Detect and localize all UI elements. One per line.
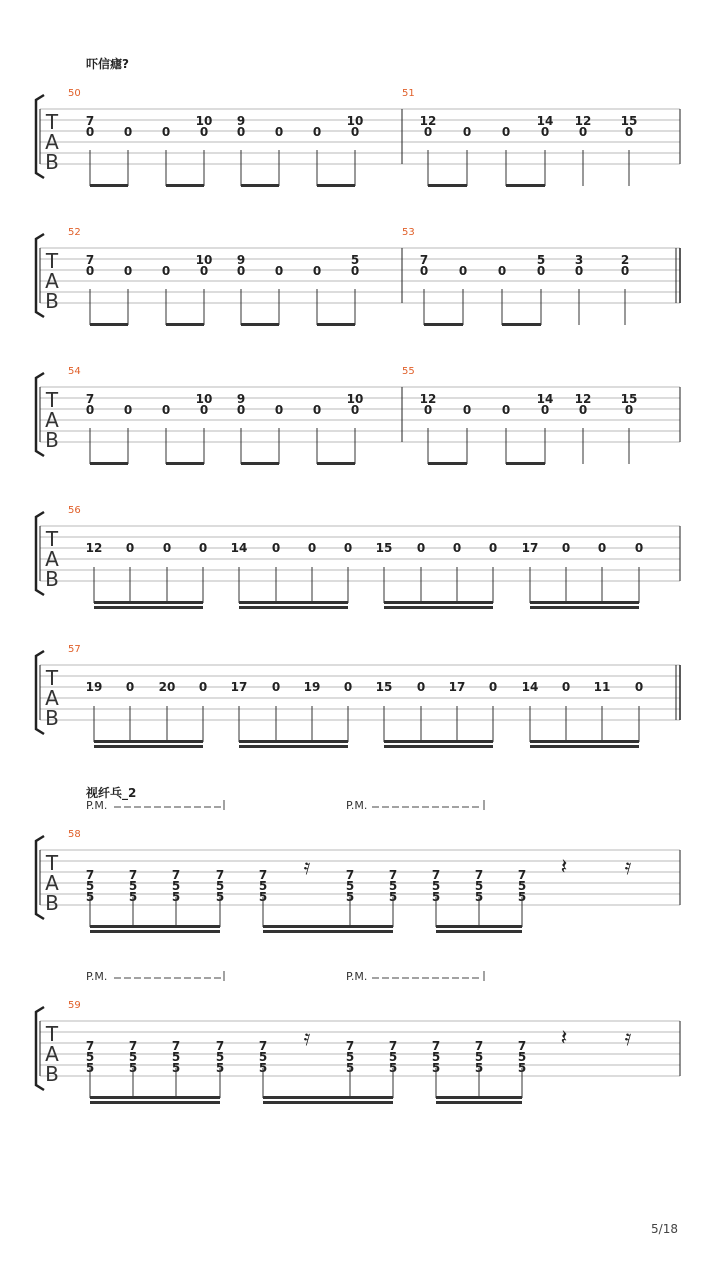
fret-number: 0 — [312, 264, 322, 278]
note-beam — [239, 601, 348, 604]
measure-number: 51 — [402, 88, 415, 99]
fret-number: 0 — [85, 403, 95, 417]
fret-number: 0 — [423, 125, 433, 139]
fret-number: 7 — [128, 1039, 138, 1053]
note-beam — [241, 323, 279, 326]
fret-number: 5 — [258, 1061, 268, 1075]
fret-number: 7 — [215, 868, 225, 882]
note-beam — [241, 184, 279, 187]
fret-number: 0 — [199, 264, 209, 278]
tab-clef-letter: A — [45, 269, 59, 293]
note-beam — [263, 1096, 393, 1099]
fret-number: 0 — [123, 264, 133, 278]
fret-number: 0 — [540, 125, 550, 139]
fret-number: 0 — [620, 264, 630, 278]
note-beam — [530, 606, 639, 609]
fret-number: 7 — [171, 1039, 181, 1053]
fret-number: 0 — [199, 403, 209, 417]
fret-number: 0 — [536, 264, 546, 278]
note-beam — [436, 925, 522, 928]
measure-number: 54 — [68, 366, 81, 377]
fret-number: 0 — [497, 264, 507, 278]
fret-number: 0 — [312, 403, 322, 417]
fret-number: 11 — [593, 680, 611, 694]
fret-number: 7 — [258, 868, 268, 882]
fret-number: 0 — [271, 680, 281, 694]
fret-number: 5 — [85, 1050, 95, 1064]
fret-number: 0 — [123, 403, 133, 417]
palm-mute-label: P.M. — [86, 799, 108, 812]
fret-number: 5 — [474, 1061, 484, 1075]
fret-number: 0 — [423, 403, 433, 417]
fret-number: 5 — [85, 1061, 95, 1075]
fret-number: 5 — [215, 879, 225, 893]
fret-number: 5 — [258, 890, 268, 904]
fret-number: 5 — [85, 879, 95, 893]
note-beam — [384, 606, 493, 609]
fret-number: 0 — [634, 541, 644, 555]
measure-number: 56 — [68, 505, 81, 516]
fret-number: 0 — [458, 264, 468, 278]
page-number: 5/18 — [651, 1222, 678, 1236]
note-beam — [239, 745, 348, 748]
note-beam — [530, 740, 639, 743]
fret-number: 10 — [346, 392, 364, 406]
fret-number: 5 — [517, 879, 527, 893]
fret-number: 5 — [388, 879, 398, 893]
fret-number: 5 — [171, 1061, 181, 1075]
note-beam — [90, 184, 128, 187]
tab-clef-letter: B — [45, 706, 59, 730]
palm-mute-label: P.M. — [86, 970, 108, 983]
tab-clef-letter: T — [45, 851, 59, 875]
fret-number: 5 — [474, 1050, 484, 1064]
fret-number: 7 — [474, 868, 484, 882]
fret-number: 7 — [345, 868, 355, 882]
fret-number: 0 — [597, 541, 607, 555]
fret-number: 7 — [431, 1039, 441, 1053]
note-beam — [263, 930, 393, 933]
fret-number: 10 — [195, 392, 213, 406]
fret-number: 3 — [574, 253, 584, 267]
fret-number: 5 — [85, 890, 95, 904]
fret-number: 7 — [419, 253, 429, 267]
note-beam — [506, 184, 545, 187]
note-beam — [384, 745, 493, 748]
fret-number: 5 — [431, 1061, 441, 1075]
fret-number: 7 — [85, 1039, 95, 1053]
fret-number: 12 — [574, 392, 592, 406]
note-beam — [90, 925, 220, 928]
section-label-2: 视纤乓_2 — [86, 786, 137, 800]
tab-clef-letter: B — [45, 428, 59, 452]
fret-number: 0 — [634, 680, 644, 694]
note-beam — [428, 462, 467, 465]
fret-number: 5 — [345, 1061, 355, 1075]
fret-number: 10 — [346, 114, 364, 128]
fret-number: 5 — [474, 890, 484, 904]
fret-number: 0 — [416, 680, 426, 694]
fret-number: 5 — [388, 1050, 398, 1064]
note-beam — [239, 740, 348, 743]
tab-clef-letter: T — [45, 249, 59, 273]
fret-number: 0 — [343, 680, 353, 694]
fret-number: 7 — [85, 253, 95, 267]
fret-number: 0 — [462, 403, 472, 417]
fret-number: 7 — [388, 868, 398, 882]
fret-number: 0 — [161, 264, 171, 278]
fret-number: 7 — [431, 868, 441, 882]
fret-number: 5 — [258, 1050, 268, 1064]
fret-number: 5 — [517, 890, 527, 904]
fret-number: 0 — [274, 403, 284, 417]
note-beam — [384, 601, 493, 604]
fret-number: 0 — [578, 125, 588, 139]
note-beam — [94, 601, 203, 604]
fret-number: 5 — [431, 1050, 441, 1064]
fret-number: 20 — [158, 680, 176, 694]
tab-clef-letter: B — [45, 1062, 59, 1086]
fret-number: 0 — [125, 680, 135, 694]
measure-number: 58 — [68, 829, 81, 840]
tab-clef-letter: A — [45, 547, 59, 571]
fret-number: 7 — [215, 1039, 225, 1053]
fret-number: 0 — [123, 125, 133, 139]
fret-number: 15 — [375, 680, 393, 694]
note-beam — [94, 745, 203, 748]
fret-number: 5 — [350, 253, 360, 267]
fret-number: 7 — [474, 1039, 484, 1053]
rest-symbol: 𝄽 — [560, 855, 568, 880]
fret-number: 0 — [198, 680, 208, 694]
fret-number: 19 — [85, 680, 103, 694]
fret-number: 0 — [312, 125, 322, 139]
tab-clef-letter: A — [45, 130, 59, 154]
fret-number: 7 — [517, 868, 527, 882]
fret-number: 0 — [271, 541, 281, 555]
fret-number: 5 — [388, 890, 398, 904]
fret-number: 5 — [517, 1061, 527, 1075]
rest-symbol: 𝄿 — [303, 1026, 311, 1051]
fret-number: 7 — [128, 868, 138, 882]
fret-number: 0 — [488, 541, 498, 555]
fret-number: 15 — [375, 541, 393, 555]
measure-number: 52 — [68, 227, 81, 238]
fret-number: 0 — [501, 125, 511, 139]
fret-number: 0 — [419, 264, 429, 278]
tab-clef-letter: A — [45, 686, 59, 710]
fret-number: 5 — [388, 1061, 398, 1075]
note-beam — [94, 606, 203, 609]
tab-clef-letter: T — [45, 527, 59, 551]
fret-number: 0 — [574, 264, 584, 278]
fret-number: 0 — [624, 125, 634, 139]
fret-number: 14 — [230, 541, 248, 555]
note-beam — [166, 462, 204, 465]
measure-number: 55 — [402, 366, 415, 377]
note-beam — [506, 462, 545, 465]
fret-number: 5 — [128, 879, 138, 893]
fret-number: 12 — [574, 114, 592, 128]
fret-number: 0 — [540, 403, 550, 417]
fret-number: 5 — [431, 879, 441, 893]
tab-clef-letter: B — [45, 150, 59, 174]
measure-number: 57 — [68, 644, 81, 655]
fret-number: 10 — [195, 253, 213, 267]
note-beam — [502, 323, 541, 326]
note-beam — [317, 323, 355, 326]
fret-number: 12 — [85, 541, 103, 555]
fret-number: 0 — [416, 541, 426, 555]
note-beam — [90, 930, 220, 933]
note-beam — [90, 1096, 220, 1099]
fret-number: 5 — [431, 890, 441, 904]
rest-symbol: 𝄿 — [624, 1026, 632, 1051]
fret-number: 15 — [620, 114, 638, 128]
note-beam — [317, 184, 355, 187]
fret-number: 9 — [236, 392, 246, 406]
fret-number: 0 — [125, 541, 135, 555]
fret-number: 9 — [236, 253, 246, 267]
fret-number: 14 — [536, 392, 554, 406]
tab-clef-letter: A — [45, 871, 59, 895]
fret-number: 5 — [215, 890, 225, 904]
note-beam — [436, 930, 522, 933]
fret-number: 0 — [85, 125, 95, 139]
fret-number: 10 — [195, 114, 213, 128]
note-beam — [530, 601, 639, 604]
fret-number: 5 — [128, 1050, 138, 1064]
tab-clef-letter: A — [45, 1042, 59, 1066]
note-beam — [90, 323, 128, 326]
tab-clef-letter: B — [45, 891, 59, 915]
note-beam — [424, 323, 463, 326]
fret-number: 7 — [85, 868, 95, 882]
note-beam — [166, 184, 204, 187]
fret-number: 0 — [578, 403, 588, 417]
fret-number: 5 — [171, 890, 181, 904]
rest-symbol: 𝄿 — [624, 855, 632, 880]
fret-number: 7 — [85, 114, 95, 128]
fret-number: 0 — [85, 264, 95, 278]
section-label-1: 吓信瘧? — [86, 57, 129, 71]
note-beam — [428, 184, 467, 187]
fret-number: 14 — [521, 680, 539, 694]
fret-number: 0 — [350, 264, 360, 278]
measure-number: 59 — [68, 1000, 81, 1011]
fret-number: 0 — [161, 125, 171, 139]
fret-number: 0 — [501, 403, 511, 417]
fret-number: 0 — [236, 125, 246, 139]
fret-number: 5 — [128, 1061, 138, 1075]
tab-clef-letter: T — [45, 388, 59, 412]
fret-number: 5 — [171, 1050, 181, 1064]
fret-number: 0 — [462, 125, 472, 139]
palm-mute-label: P.M. — [346, 970, 368, 983]
fret-number: 0 — [236, 403, 246, 417]
tab-clef-letter: B — [45, 567, 59, 591]
rest-symbol: 𝄽 — [560, 1026, 568, 1051]
fret-number: 14 — [536, 114, 554, 128]
fret-number: 0 — [452, 541, 462, 555]
fret-number: 12 — [419, 114, 437, 128]
fret-number: 5 — [345, 879, 355, 893]
note-beam — [384, 740, 493, 743]
note-beam — [90, 1101, 220, 1104]
fret-number: 0 — [307, 541, 317, 555]
tab-clef-letter: T — [45, 1022, 59, 1046]
fret-number: 12 — [419, 392, 437, 406]
fret-number: 7 — [345, 1039, 355, 1053]
fret-number: 5 — [517, 1050, 527, 1064]
fret-number: 0 — [561, 680, 571, 694]
tab-clef-letter: B — [45, 289, 59, 313]
fret-number: 5 — [474, 879, 484, 893]
note-beam — [94, 740, 203, 743]
fret-number: 9 — [236, 114, 246, 128]
fret-number: 2 — [620, 253, 630, 267]
fret-number: 0 — [236, 264, 246, 278]
fret-number: 5 — [345, 890, 355, 904]
tab-clef-letter: T — [45, 110, 59, 134]
fret-number: 0 — [161, 403, 171, 417]
fret-number: 0 — [274, 125, 284, 139]
rest-symbol: 𝄿 — [303, 855, 311, 880]
measure-number: 50 — [68, 88, 81, 99]
palm-mute-label: P.M. — [346, 799, 368, 812]
note-beam — [436, 1096, 522, 1099]
fret-number: 5 — [215, 1050, 225, 1064]
note-beam — [241, 462, 279, 465]
note-beam — [530, 745, 639, 748]
fret-number: 0 — [488, 680, 498, 694]
note-beam — [317, 462, 355, 465]
fret-number: 7 — [258, 1039, 268, 1053]
note-beam — [263, 925, 393, 928]
fret-number: 0 — [350, 403, 360, 417]
fret-number: 17 — [521, 541, 539, 555]
fret-number: 0 — [199, 125, 209, 139]
measure-number: 53 — [402, 227, 415, 238]
fret-number: 0 — [274, 264, 284, 278]
fret-number: 5 — [258, 879, 268, 893]
fret-number: 0 — [162, 541, 172, 555]
fret-number: 0 — [624, 403, 634, 417]
fret-number: 5 — [215, 1061, 225, 1075]
tab-clef-letter: T — [45, 666, 59, 690]
fret-number: 19 — [303, 680, 321, 694]
fret-number: 7 — [171, 868, 181, 882]
note-beam — [90, 462, 128, 465]
tab-clef-letter: A — [45, 408, 59, 432]
fret-number: 0 — [350, 125, 360, 139]
fret-number: 7 — [517, 1039, 527, 1053]
note-beam — [263, 1101, 393, 1104]
fret-number: 7 — [388, 1039, 398, 1053]
fret-number: 15 — [620, 392, 638, 406]
note-beam — [436, 1101, 522, 1104]
fret-number: 7 — [85, 392, 95, 406]
fret-number: 0 — [198, 541, 208, 555]
fret-number: 0 — [561, 541, 571, 555]
note-beam — [166, 323, 204, 326]
fret-number: 0 — [343, 541, 353, 555]
fret-number: 5 — [345, 1050, 355, 1064]
fret-number: 17 — [448, 680, 466, 694]
fret-number: 5 — [171, 879, 181, 893]
fret-number: 5 — [128, 890, 138, 904]
note-beam — [239, 606, 348, 609]
fret-number: 5 — [536, 253, 546, 267]
fret-number: 17 — [230, 680, 248, 694]
